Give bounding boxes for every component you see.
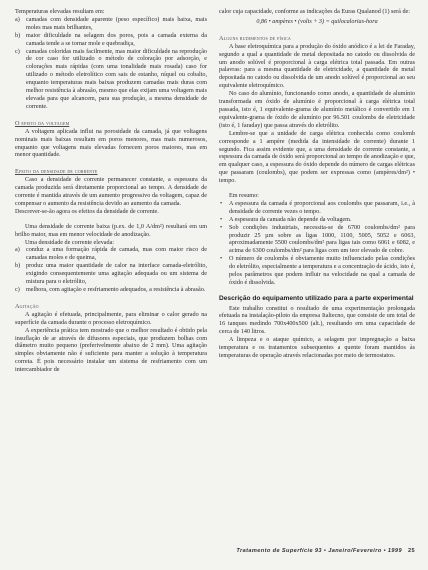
paragraph: No caso do alumínio, funcionando como anodo, a quantidade de alumínio transformada em óxido de alumínio é proporcional à carga elétrica total passada, isto é, 1 equivalente-grama de alumínio metálico é convertido em 1 equivalente-grama de óxido de alumínio por 96.501 coulombs de eletricidade (isto é, 1 faraday) que passa através do eletrólito. bbox=[219, 91, 415, 129]
section-heading-voltagem: O efeito da voltagem bbox=[15, 119, 70, 127]
list-marker: b) bbox=[15, 263, 21, 270]
list-text: A espessura da camada não depende da voltagem. bbox=[229, 216, 352, 223]
section-heading-fisica: Alguns rudimentos de física bbox=[219, 34, 291, 42]
list-text: conduz a uma formação rápida de camada, mas com maior risco de camadas moles e de queima, bbox=[26, 247, 207, 262]
list-item bbox=[219, 225, 415, 257]
paragraph: Caso a densidade de corrente permanecer constante, a espessura da camada produzida será diretamente proporcional ao tempo. A densidade de corrente é mantida através de um aumento progressivo da voltagem, capaz de compensar o aumento da resistência devido ao aumento da camada. bbox=[15, 177, 207, 207]
intro-text: Temperaturas elevadas resultam em: bbox=[15, 9, 105, 15]
page-number: 25 bbox=[407, 548, 415, 554]
paragraph: A limpeza e o ataque químico, a selagem por impregnação a baixa temperatura e os tratamentos subsequentes a quente foram mantidos às temperaturas de operação através relacionadas por meio de termostatos. bbox=[219, 337, 415, 359]
list-marker: c) bbox=[15, 287, 20, 293]
paragraph: A base eletroquímica para a produção do óxido anódico é a lei de Faraday, segundo a qual a quantidade de metal depositada no catodo ou dissolvida de um anodo solúvel é proporcional à carga elétrica total passada. Em outras palavras: para a mesma quantidade de eletricidade, a quantidade de metal depositada no catodo ou dissolvida de um anodo solúvel é proporcional ao seu equivalente eletroquímico. bbox=[219, 43, 415, 90]
paragraph: A experiência prática tem mostrado que o melhor resultado é obtido pela insuflação de ar através de difusores especiais, que produzem bolhas com diâmetro muito pequeno (preferivelmente abaixo de 2 mm). Uma agitação simples obviamente não é suficiente para manter a solução à temperatura correta. É pois necessário instalar um sistema de resfriamento com um intercambiador de bbox=[15, 327, 207, 374]
paragraph: Uma densidade de corrente baixa (p.ex. de 1,0 A/dm²) resultará em um brilho maior, mas em menor velocidade de anodização. bbox=[15, 223, 207, 238]
list-item bbox=[219, 217, 415, 225]
paragraph: calor cuja capacidade, conforme as indicações da Euras Qualanod (1) será de: bbox=[219, 9, 410, 15]
list-marker: a) bbox=[15, 247, 20, 254]
list-text: melhora, com agitação e resfriamento adequados, a resistência à abrasão. bbox=[26, 287, 206, 293]
list-marker: b) bbox=[15, 32, 21, 39]
temperature-effects-list bbox=[15, 17, 207, 112]
paragraph: A agitação é efetuada, principalmente, para eliminar o calor gerado na superfície da camada durante o processo eletroquímico. bbox=[15, 311, 207, 326]
list-marker: a) bbox=[15, 16, 20, 23]
list-text: A espessura da camada é proporcional aos coulombs que passaram, i.e., à densidade de corrente vezes o tempo. bbox=[229, 200, 415, 215]
journal-citation: Tratamento de Superfície 93 • Janeiro/Fevereiro • 1999 bbox=[236, 548, 402, 554]
list-item bbox=[219, 256, 415, 288]
section-heading-equipamento: Descrição do equipamento utilizado para a parte experimental bbox=[219, 294, 414, 302]
paragraph: A voltagem aplicada influi na porosidade da camada, já que voltagens nominais mais baixas resultam em poros menores, mas mais numerosos, enquanto que voltagens mais elevadas fornecem poros maiores, mas em menor quantidade. bbox=[15, 128, 207, 159]
list-item bbox=[219, 201, 415, 217]
list-text: O número de coulombs é obviamente muito influenciado pelas condições do eletrólito, especialmente a temperatura e a concentração de ácido, isto é, pelos parâmetros que podem influir na velocidade na qual a camada de óxido é dissolvida. bbox=[229, 256, 415, 286]
list-marker: c) bbox=[15, 48, 20, 55]
heat-formula: 0,86 • ampères • (volts + 3) = quilocalorias-hora bbox=[256, 18, 378, 25]
list-item bbox=[15, 247, 207, 263]
paragraph: Uma densidade de corrente elevada: bbox=[25, 239, 114, 246]
paragraph: Lembre-se que a unidade de carga elétrica conhecida como coulomb corresponde a 1 ampère (medida da intensidade de corrente) durante 1 segundo. Fica assim evidente que, a uma densidade de corrente constante, a espessura da camada de óxido será proporcional ao tempo de anodização e que, em qualquer caso, a espessura do óxido depende do número de cargas elétricas que passaram (coulombs), que podem ser expressas como (ampères/dm²) • tempo. bbox=[219, 130, 415, 185]
list-text: produz uma maior quantidade de calor na interface camada-eletrólito, exigindo consequentemente uma agitação adequada ou um sistema de mistura para o eletrólito, bbox=[26, 263, 207, 286]
page-footer bbox=[205, 548, 415, 554]
list-text: Sob condições industriais, necessita-se de 6700 coulombs/dm² para produzir 25 µm sobre as ligas 1000, 1100, 5005, 5052 e 6063, aproximadamente 5500 coulombs/dm² para ligas tais como 6061 e 6082, e acima de 6300 coulombs/dm² para ligas com um teor elevado de cobre. bbox=[229, 224, 415, 255]
high-current-effects-list bbox=[15, 247, 207, 294]
list-item bbox=[15, 263, 207, 287]
list-text: maior dificuldade na selagem dos poros, pois a camada externa da camada tende a se tornar mole e quebradiça, bbox=[26, 32, 207, 47]
bullet-icon: • bbox=[220, 216, 223, 223]
list-text: camadas coloridas mais facilmente, mas maior dificuldade na reprodução de cor caso for utilizado o método de coloração por adsorção, e colorações mais rápidas (com uma tonalidade mais rosada) caso for utilizado o método eletrolítico com sais de estanho, níquel ou cobalto, enquanto temperaturas mais baixas produzem camadas mais duras com melhor resistência à abrasão, mesmo que elas exijam uma voltagem mais elevada para que alcancem, para sua produção, a mesma densidade de corrente. bbox=[26, 48, 207, 110]
paragraph: Descrever-se-ão agora os efeitos da densidade de corrente. bbox=[15, 208, 159, 215]
list-item bbox=[15, 49, 207, 112]
summary-bullet-list bbox=[219, 201, 415, 288]
summary-label: Em resumo: bbox=[229, 193, 259, 200]
left-column bbox=[15, 9, 207, 375]
section-heading-densidade: Efeito da densidade de corrente bbox=[15, 168, 98, 176]
list-item bbox=[15, 33, 207, 49]
bullet-icon: • bbox=[220, 200, 223, 207]
list-item bbox=[15, 17, 207, 33]
section-heading-agitacao: Agitação bbox=[15, 302, 39, 310]
right-column bbox=[219, 9, 415, 361]
list-text: camadas com densidade aparente (peso específico) mais baixa, mais moles mas mais brilhantes, bbox=[26, 16, 207, 31]
list-item bbox=[15, 287, 207, 295]
paragraph: Este trabalho constitui o resultado de uma experimentação prolongada efetuada na instalação-piloto da empresa Italtecno, que consiste de um total de 16 tanques medindo 700x400x500 (alt.), resultando em uma capacidade de cerca de 140 litros. bbox=[219, 305, 415, 336]
bullet-icon: • bbox=[220, 224, 223, 231]
bullet-icon: • bbox=[220, 256, 223, 263]
